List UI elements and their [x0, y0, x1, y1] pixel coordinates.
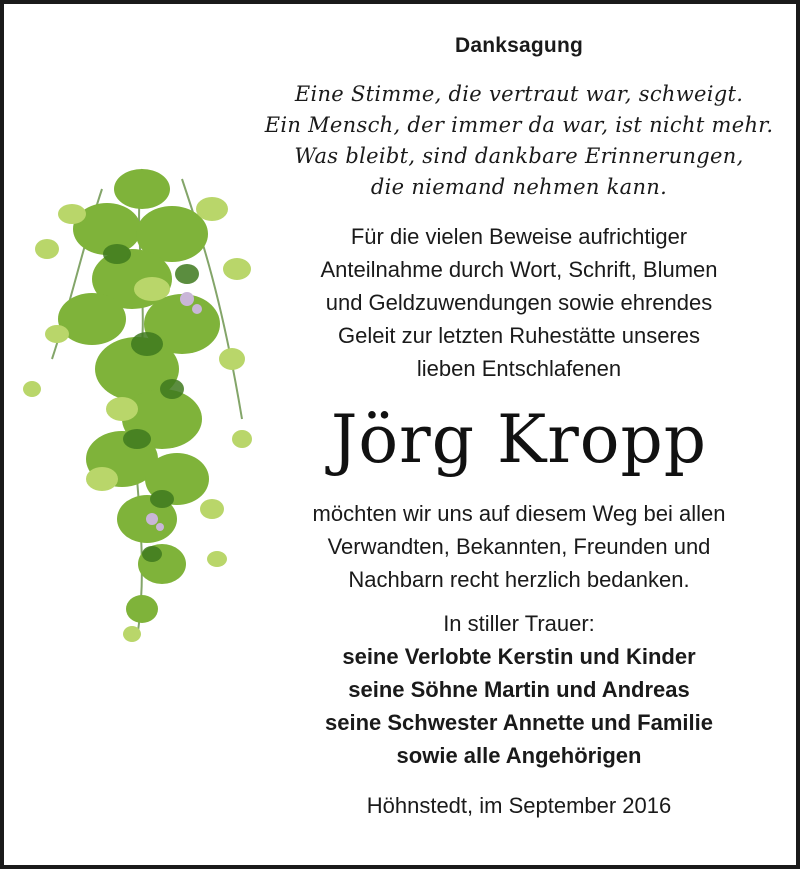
poem-line: die niemand nehmen kann. [370, 175, 668, 199]
mourner-line: sowie alle Angehörigen [396, 743, 642, 768]
mourner-line: seine Söhne Martin und Andreas [348, 677, 690, 702]
thanks-paragraph [259, 220, 779, 385]
closing-line: Verwandten, Bekannten, Freunden und [327, 534, 711, 559]
mourners-list [259, 640, 779, 772]
closing-paragraph [259, 497, 779, 596]
mourning-intro: In stiller Trauer: [443, 611, 595, 636]
ivy-vine-icon [12, 159, 262, 649]
poem-line: Eine Stimme, die vertraut war, schweigt. [294, 82, 744, 106]
thanks-line: und Geldzuwendungen sowie ehrendes [325, 290, 713, 315]
mourner-line: seine Verlobte Kerstin und Kinder [342, 644, 696, 669]
thanks-line: lieben Entschlafenen [416, 356, 622, 381]
thanks-line: Für die vielen Beweise aufrichtiger [350, 224, 688, 249]
closing-line: möchten wir uns auf diesem Weg bei allen [312, 501, 726, 526]
poem-line: Ein Mensch, der immer da war, ist nicht mehr. [264, 113, 774, 137]
deceased-name: Jörg Kropp [330, 401, 708, 478]
memorial-poem [259, 79, 779, 203]
place-date: Höhnstedt, im September 2016 [366, 793, 672, 818]
poem-line: Was bleibt, sind dankbare Erinnerungen, [294, 144, 744, 168]
mourner-line: seine Schwester Annette und Familie [325, 710, 713, 735]
closing-line: Nachbarn recht herzlich bedanken. [348, 567, 690, 592]
notice-heading: Danksagung [454, 34, 584, 57]
thanks-line: Anteilnahme durch Wort, Schrift, Blumen [320, 257, 718, 282]
notice-text-column [259, 4, 779, 822]
thanks-line: Geleit zur letzten Ruhestätte unseres [338, 323, 700, 348]
